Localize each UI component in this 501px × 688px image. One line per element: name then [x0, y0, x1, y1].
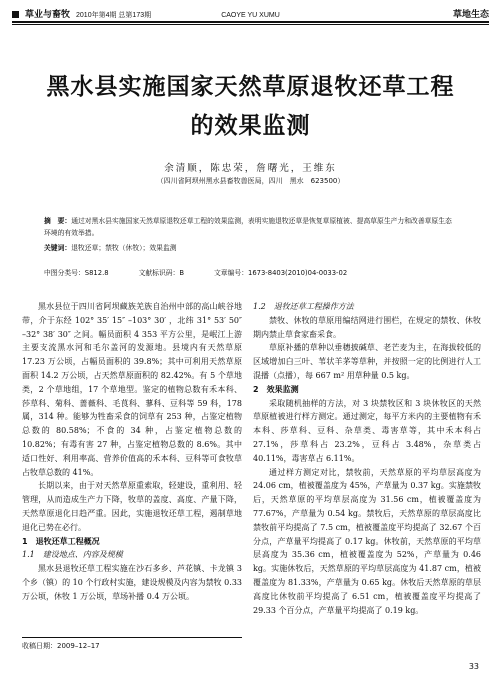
section-heading: 1 退牧还草工程概况 [22, 536, 100, 546]
affiliation: （四川省阿坝州黑水县畜牧兽医局，四川 黑水 623500） [156, 177, 345, 185]
body-paragraph: 黑水县退牧还草工程实施在沙石多乡、芦花镇、卡龙镇 3 个乡（镇）的 10 个行政村实施，建设规模及内容为禁牧 0.33 万公顷，休牧 1 万公顷，草场补播 0.4 万公顷。 [22, 564, 242, 601]
body-paragraph: 草原补播的草种以垂穗披碱草、老芒麦为主，在海拔较低的区域增加白三叶、苇状羊茅等草种，并按照一定的比例进行人工混播（点播），每 667 m² 用草种量 0.5 kg。 [253, 343, 481, 380]
article-title-line2: 的效果监测 [190, 113, 311, 139]
running-header [12, 2, 489, 20]
header-rule [12, 21, 489, 23]
journal-pinyin: CAOYE YU XUMU [221, 12, 280, 19]
page-number: 33 [468, 662, 479, 671]
section-name: 草地生态 [452, 10, 489, 20]
keywords-label: 关键词： [44, 244, 72, 252]
journal-name: 草业与畜牧 [25, 10, 71, 20]
body-paragraph: 禁牧、休牧的草原用编结网进行围栏，在规定的禁牧、休牧期内禁止草食家畜采食。 [253, 315, 481, 339]
keywords [44, 242, 457, 252]
classification-row [44, 267, 457, 277]
right-column [253, 300, 481, 617]
abstract-text: 通过对黑水县实施国家天然草原退牧还草工程的效果监测，表明实施退牧还草是恢复草原植被、提高草原生产力和改善草原生态环境的有效举措。 [44, 217, 452, 237]
header-rule-thin [12, 24, 489, 25]
clc-number: 中图分类号：S812.8 [44, 269, 109, 277]
document-code: 文献标识码：B [138, 269, 185, 277]
abstract-label: 摘 要： [44, 217, 72, 225]
body-paragraph: 采取随机抽样的方法，对 3 块禁牧区和 3 块休牧区的天然草原植被进行样方测定。通过测定，每平方米内的主要植物有禾本科、莎草科、豆科、杂草类、毒害草等，其中禾本科占 27.1%，莎草科占 23.2%，豆科占 3.48%，杂草类占 40.11%，毒害草占 6.11%。 [253, 398, 481, 463]
authors: 余清顺，陈忠荣，詹曙光，王维东 [164, 163, 337, 174]
issue-info: 2010年第4期 总第173期 [76, 12, 152, 19]
section-heading: 2 效果监测 [253, 384, 299, 394]
section-heading: 1.2 退牧还草工程操作方法 [253, 302, 354, 311]
body-paragraph: 黑水县位于四川省阿坝藏族羌族自治州中部的高山峡谷地带，介于东经 102° 35′ 15″ –103° 30′ ，北纬 31° 53′ 50″ –32° 38′ 30″ 之间。幅员面积 4 353 平方公里，是岷江上游主要支流黑水河和毛尔盖河的发源地。县境内有天然草原 17.23 万公顷，占幅员面积的 39.8%；其中可利用天然草原面积 14.2 万公顷，占天然草原面积的 82.42%。有 5 个草地类，2 个草地组，17 个草地型。鉴定的植物总数有禾本科、莎草科、菊科、蔷薇科、毛茛科、蓼科、豆科等 59 科，178 属，314 种。能够为牲畜采食的饲草有 253 种，占鉴定植物总数的 80.58%；不食的 34 种，占鉴定植物总数的 10.82%；有毒有害 27 种，占鉴定植物总数的 8.6%。其中适口性好、利用率高、营养价值高的禾本科、豆科等可食牧草占牧草总数的 41%。 [22, 302, 242, 477]
keywords-text: 退牧还草；禁牧（休牧）；效果监测 [71, 244, 177, 252]
article-number: 文章编号：1673-8403(2010)04-0033-02 [214, 269, 348, 277]
body-paragraph: 通过样方测定对比，禁牧前，天然草原的平均草层高度为 24.06 cm，植被覆盖度为 45%，产草量为 0.37 kg。实施禁牧后，天然草原的平均草层高度为 31.56 cm，植被覆盖度为 77.67%，产草量为 0.54 kg。禁牧后，天然草原的草层高度比禁牧前平均提高了 7.5 cm，植被覆盖度平均提高了 32.67 个百分点，产草量平均提高了 0.17 kg。休牧前，天然草原的平均草层高度为 35.36 cm，植被覆盖度为 52%，产草量为 0.46 kg。实施休牧后，天然草原的平均草层高度为 41.87 cm，植被覆盖度为 81.33%，产草量为 0.65 kg。休牧后天然草原的草层高度比休牧前平均提高了 6.51 cm，植被覆盖度平均提高了 29.33 个百分点，产草量平均提高了 0.19 kg。 [253, 467, 481, 615]
body-paragraph: 长期以来，由于对天然草原重索取，轻建设，重利用、轻管理，从而造成生产力下降，牧草的盖度、高度、产量下降，天然草原退化日趋严重。因此，实施退牧还草工程，遏制草地退化已势在必行。 [22, 481, 242, 532]
received-date: 收稿日期：2009–12–17 [22, 637, 242, 651]
article-title-line1: 黑水县实施国家天然草原退牧还草工程 [46, 74, 455, 100]
abstract [44, 215, 457, 239]
left-column [22, 300, 242, 604]
section-heading: 1.1 建设地点、内容及规模 [22, 550, 123, 560]
